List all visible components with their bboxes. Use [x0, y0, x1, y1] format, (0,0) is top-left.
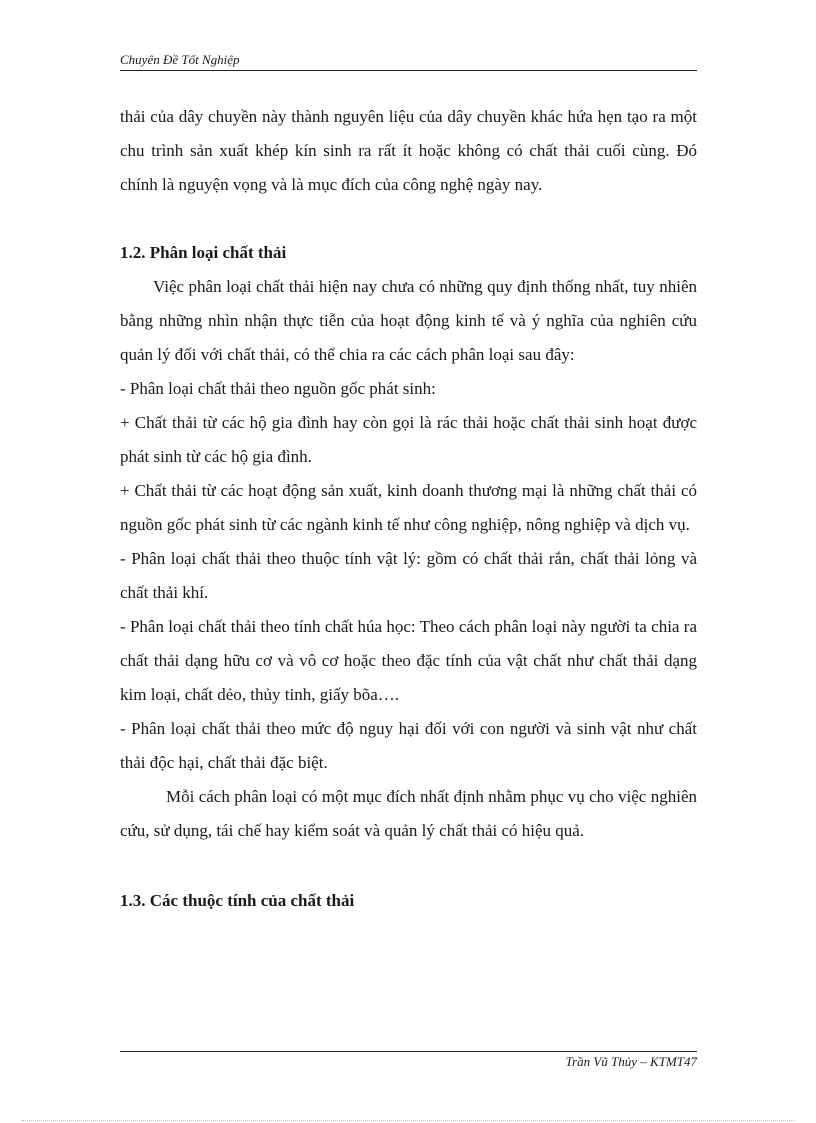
page-footer: Trần Vũ Thủy – KTMT47	[120, 1051, 697, 1070]
page-header: Chuyên Đề Tốt Nghiệp	[120, 52, 697, 71]
list-item-hazard: - Phân loại chất thải theo mức độ nguy hại đối với con người và sinh vật như chất thải độc hại, chất thải đặc biệt.	[120, 719, 697, 772]
intro-paragraph: thải của dây chuyền này thành nguyên liệu của dây chuyền khác hứa hẹn tạo ra một chu trình sản xuất khép kín sinh ra rất ít hoặc không có chất thải cuối cùng. Đó chính là nguyện vọng và là mục đích của công nghệ ngày nay.	[120, 107, 697, 194]
list-subitem-household: + Chất thải từ các hộ gia đình hay còn gọi là rác thải hoặc chất thải sinh hoạt được phát sinh từ các hộ gia đình.	[120, 413, 697, 466]
classification-paragraph: Việc phân loại chất thải hiện nay chưa có những quy định thống nhất, tuy nhiên bằng những nhìn nhận thực tiễn của hoạt động kinh tế và ý nghĩa của nghiên cứu quản lý đối với chất thải, có thể chia ra các cách phân loại sau đây:	[120, 277, 697, 364]
list-item-source: - Phân loại chất thải theo nguồn gốc phát sinh:	[120, 379, 436, 398]
list-subitem-production: + Chất thải từ các hoạt động sản xuất, kinh doanh thương mại là những chất thải có nguồn gốc phát sinh từ các ngành kinh tế như công nghiệp, nông nghiệp và dịch vụ.	[120, 481, 697, 534]
section-heading-1-3: 1.3. Các thuộc tính của chất thải	[120, 891, 355, 910]
page-edge-divider	[22, 1120, 794, 1121]
list-item-physical: - Phân loại chất thải theo thuộc tính vật lý: gồm có chất thải rắn, chất thải lỏng và chất thải khí.	[120, 549, 697, 602]
page-content	[120, 100, 697, 918]
section-heading-1-2: 1.2. Phân loại chất thải	[120, 243, 287, 262]
list-item-chemical: - Phân loại chất thải theo tính chất húa học: Theo cách phân loại này người ta chia ra chất thải dạng hữu cơ và vô cơ hoặc theo đặc tính của vật chất như chất thải dạng kim loại, chất dẻo, thủy tinh, giấy bõa….	[120, 617, 697, 704]
closing-paragraph: Mỗi cách phân loại có một mục đích nhất định nhằm phục vụ cho việc nghiên cứu, sử dụng, tái chế hay kiểm soát và quản lý chất thải có hiệu quả.	[120, 787, 697, 840]
